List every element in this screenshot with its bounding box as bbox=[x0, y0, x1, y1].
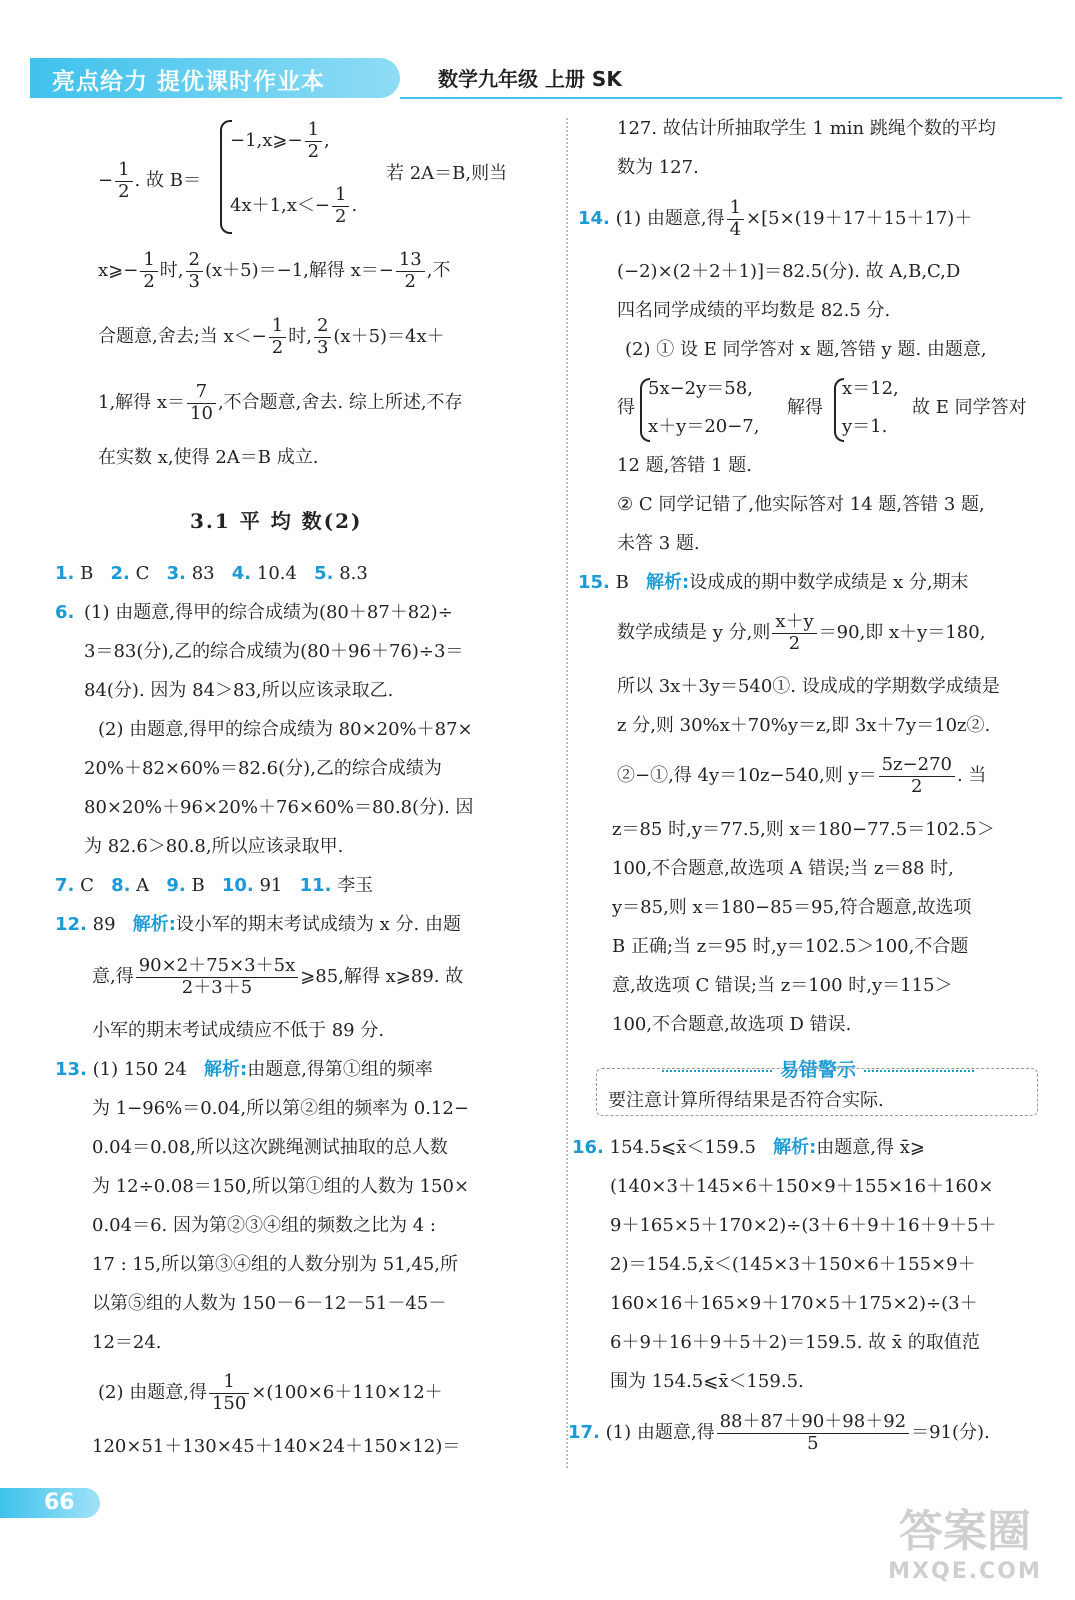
q14-line-5: 故 E 同学答对 bbox=[912, 397, 1027, 418]
q6-line: 3＝83(分),乙的综合成绩为(80＋96＋76)÷3＝ bbox=[84, 641, 464, 662]
piecewise-case-2: 4x＋1,x＜− $\frac{1}{2}$ . bbox=[230, 184, 358, 227]
q16-line: 围为 154.5⩽x̄＜159.5. bbox=[610, 1371, 804, 1392]
q13-line: 以第⑤组的人数为 150－6－12－51－45－ bbox=[92, 1293, 447, 1314]
warning-title: 易错警示 bbox=[606, 1055, 1030, 1082]
answers-1-5: 1. B 2. C 3. 83 4. 10.4 5. 8.3 bbox=[55, 563, 368, 584]
q6-line: (2) 由题意,得甲的综合成绩为 80×20%＋87× bbox=[98, 719, 473, 740]
header-rule bbox=[400, 97, 1062, 99]
banner-title: 亮点给力 提优课时作业本 bbox=[52, 69, 326, 95]
q12-line-1: 12. 89 解析:设小军的期末考试成绩为 x 分. 由题 bbox=[55, 914, 461, 935]
q14-line-8: 未答 3 题. bbox=[617, 533, 700, 554]
right-line-1: 127. 故估计所抽取学生 1 min 跳绳个数的平均 bbox=[617, 118, 996, 139]
q16-line-1: 16. 154.5⩽x̄＜159.5 解析:由题意,得 x̄⩾ bbox=[572, 1137, 925, 1158]
q6-line: (1) 由题意,得甲的综合成绩为(80＋87＋82)÷ bbox=[84, 602, 453, 623]
q16-line: 160×16＋165×9＋170×5＋175×2)÷(3＋ bbox=[610, 1293, 978, 1314]
q15-line-2: 数学成绩是 y 分,则 $\frac{x+y}{2}$ ＝90,即 x＋y＝180, bbox=[617, 611, 986, 654]
left-line-4: 1,解得 x＝ $\frac{7}{10}$ ,不合题意,舍去. 综上所述,不存 bbox=[98, 381, 463, 424]
q17-line-1: 17. (1) 由题意,得 $\frac{88+87+90+98+92}{5}$ ＝91(分). bbox=[568, 1411, 990, 1454]
q13-line: 0.04＝0.08,所以这次跳绳测试抽取的总人数 bbox=[92, 1137, 448, 1158]
q6-line: 为 82.6＞80.8,所以应该录取甲. bbox=[84, 836, 344, 857]
system-eq-2: x＋y＝20−7, bbox=[648, 416, 760, 437]
q13-line: 0.04＝6. 因为第②③④组的频数之比为 4 : bbox=[92, 1215, 436, 1236]
q15-line-3: 所以 3x＋3y＝540①. 设成成的学期数学成绩是 bbox=[617, 676, 1000, 697]
q6-number: 6. bbox=[55, 602, 75, 623]
q13-part2-line: 120×51＋130×45＋140×24＋150×12)＝ bbox=[92, 1436, 461, 1457]
q16-line: 9＋165×5＋170×2)÷(3＋6＋9＋16＋9＋5＋ bbox=[610, 1215, 997, 1236]
right-line-2: 数为 127. bbox=[617, 157, 699, 178]
q15-line: B 正确;当 z＝95 时,y＝102.5＞100,不合题 bbox=[612, 936, 969, 957]
page-number-tab bbox=[0, 1488, 100, 1518]
q6-line: 20%＋82×60%＝82.6(分),乙的综合成绩为 bbox=[84, 758, 442, 779]
q16-line: 2)＝154.5,x̄＜(145×3＋150×6＋155×9＋ bbox=[610, 1254, 976, 1275]
q14-line-4: (2) ① 设 E 同学答对 x 题,答错 y 题. 由题意, bbox=[625, 339, 987, 360]
q14-solve: 解得 bbox=[787, 397, 823, 418]
q15-line: y＝85,则 x＝180−85＝95,符合题意,故选项 bbox=[612, 897, 972, 918]
left-line-2: x⩾− $\frac{1}{2}$ 时, $\frac{2}{3}$ (x＋5)＝−1,解得 x＝− $\frac{13}{2}$ ,不 bbox=[98, 249, 451, 292]
q13-line: 为 1−96%＝0.04,所以第②组的频率为 0.12− bbox=[92, 1098, 469, 1119]
q14-line-6: 12 题,答错 1 题. bbox=[617, 455, 752, 476]
warning-text: 要注意计算所得结果是否符合实际. bbox=[608, 1090, 884, 1111]
column-divider bbox=[566, 118, 568, 1468]
q14-line-3: 四名同学成绩的平均数是 82.5 分. bbox=[617, 300, 891, 321]
q15-line: 100,不合题意,故选项 D 错误. bbox=[612, 1014, 852, 1035]
q15-line: 100,不合题意,故选项 A 错误;当 z＝88 时, bbox=[612, 858, 954, 879]
q16-line: 6＋9＋16＋9＋5＋2)＝159.5. 故 x̄ 的取值范 bbox=[610, 1332, 980, 1353]
q12-line-3: 小军的期末考试成绩应不低于 89 分. bbox=[92, 1020, 385, 1041]
q14-line-2: (−2)×(2＋2＋1)]＝82.5(分). 故 A,B,C,D bbox=[617, 261, 961, 282]
q15-line-5: ②−①,得 4y＝10z−540,则 y＝ $\frac{5z-270}{2}$ . 当 bbox=[617, 754, 987, 797]
section-title: 3.1 平 均 数(2) bbox=[190, 509, 363, 533]
left-line-1-tail: 若 2A＝B,则当 bbox=[386, 163, 508, 184]
header-banner bbox=[30, 58, 400, 98]
q14-de: 得 bbox=[617, 397, 635, 418]
q13-part2: (2) 由题意,得 $\frac{1}{150}$ ×(100×6＋110×12＋ bbox=[98, 1371, 443, 1414]
q13-line: 17 : 15,所以第③④组的人数分别为 51,45,所 bbox=[92, 1254, 459, 1275]
q6-line: 80×20%＋96×20%＋76×60%＝80.8(分). 因 bbox=[84, 797, 474, 818]
watermark-logo: 答案圈 MXQE.COM bbox=[888, 1506, 1042, 1584]
answers-7-11: 7. C 8. A 9. B 10. 91 11. 李玉 bbox=[55, 875, 374, 896]
left-line-3: 合题意,舍去;当 x＜− $\frac{1}{2}$ 时, $\frac{2}{3}$ (x＋5)＝4x＋ bbox=[98, 315, 445, 358]
q15-line-4: z 分,则 30%x＋70%y＝z,即 3x＋7y＝10z②. bbox=[617, 715, 991, 736]
header-subject: 数学九年级 上册 SK bbox=[438, 67, 622, 91]
q15-line: 意,故选项 C 错误;当 z＝100 时,y＝115＞ bbox=[612, 975, 953, 996]
page-number: 66 bbox=[44, 1490, 75, 1515]
q15-line-1: 15. B 解析:设成成的期中数学成绩是 x 分,期末 bbox=[578, 572, 969, 593]
q13-line: 为 12÷0.08＝150,所以第①组的人数为 150× bbox=[92, 1176, 470, 1197]
q14-line-1: 14. (1) 由题意,得 $\frac{1}{4}$ ×[5×(19＋17＋15＋17)＋ bbox=[578, 197, 973, 240]
q13-line: 12＝24. bbox=[92, 1332, 162, 1353]
q16-line: (140×3＋145×6＋150×9＋155×16＋160× bbox=[610, 1176, 994, 1197]
q14-line-7: ② C 同学记错了,他实际答对 14 题,答错 3 题, bbox=[617, 494, 985, 515]
q15-line: z＝85 时,y＝77.5,则 x＝180−77.5＝102.5＞ bbox=[612, 819, 995, 840]
left-line-1: − $\frac{1}{2}$ . 故 B＝ bbox=[98, 159, 201, 202]
q6-line: 84(分). 因为 84＞83,所以应该录取乙. bbox=[84, 680, 394, 701]
left-line-5: 在实数 x,使得 2A＝B 成立. bbox=[98, 447, 319, 468]
piecewise-case-1: −1,x⩾− $\frac{1}{2}$ , bbox=[230, 119, 330, 162]
solution-eq-2: y＝1. bbox=[842, 416, 888, 437]
solution-eq-1: x＝12, bbox=[842, 378, 899, 399]
q12-line-2: 意,得 $\frac{90\times 2+75\times 3+5x}{2+3+5}$ ⩾85,解得 x⩾89. 故 bbox=[92, 955, 464, 998]
q13-line-1: 13. (1) 150 24 解析:由题意,得第①组的频率 bbox=[55, 1059, 433, 1080]
system-eq-1: 5x−2y＝58, bbox=[648, 378, 753, 399]
